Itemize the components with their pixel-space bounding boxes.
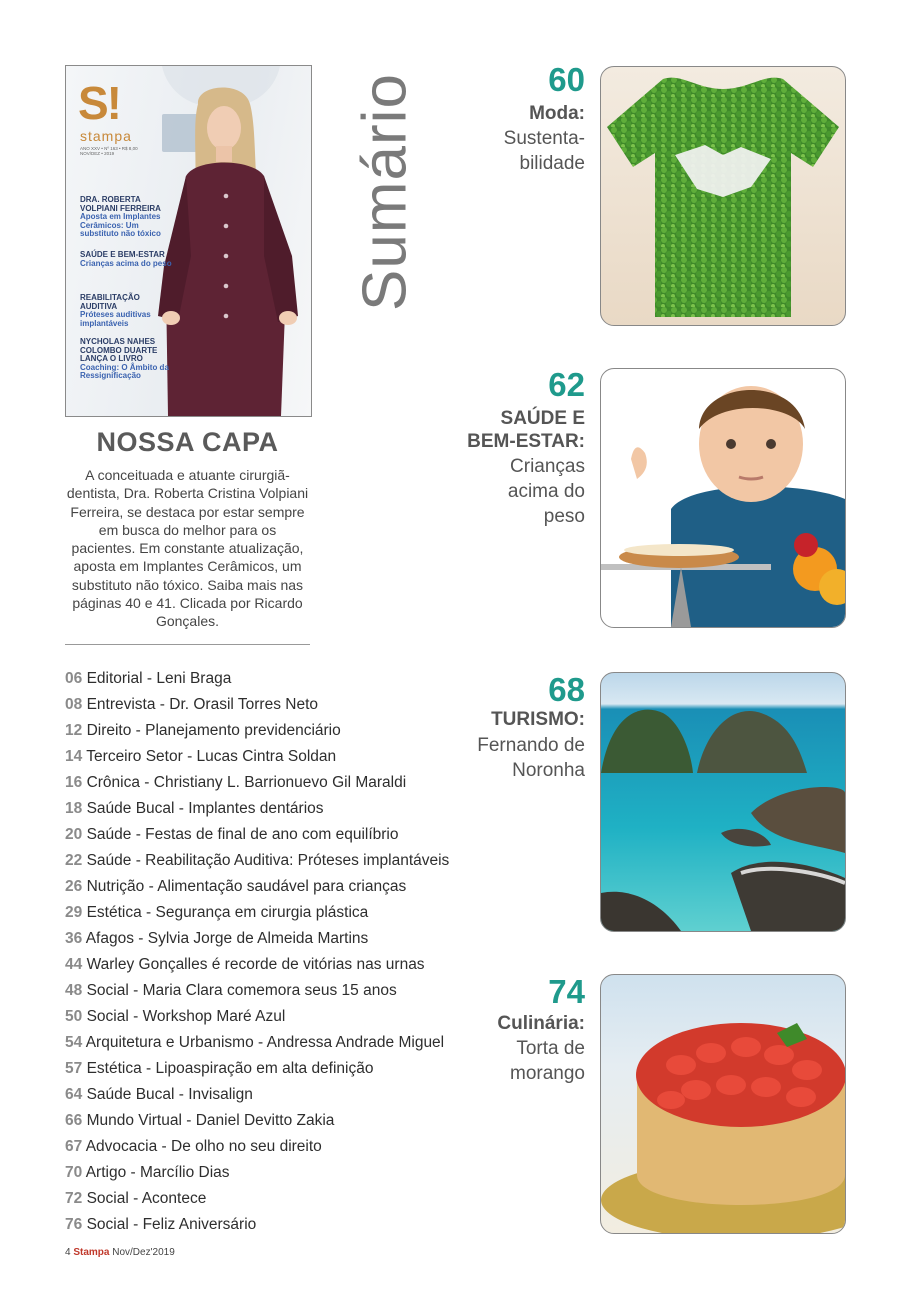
toc-title: Leni Braga [156, 670, 232, 687]
toc-title: Reabilitação Auditiva: Próteses implantáveis [145, 852, 450, 869]
page-footer [65, 1247, 175, 1258]
cover-image [65, 65, 312, 417]
toc-page-number: 66 [65, 1112, 83, 1129]
toc-page-number: 20 [65, 826, 83, 843]
feature-title[interactable]: TURISMO: [491, 709, 585, 730]
toc-title: Workshop Maré Azul [142, 1008, 286, 1025]
toc-section: Warley Gonçalles é recorde de vitórias nas urnas [86, 956, 425, 973]
toc-title: Christiany L. Barrionuevo Gil Maraldi [153, 774, 407, 791]
toc-title: Sylvia Jorge de Almeida Martins [147, 930, 369, 947]
feature-subtitle: Sustenta- bilidade [503, 128, 585, 174]
feature-page-number[interactable]: 62 [548, 366, 585, 403]
cover-headline: SAÚDE E BEM-ESTAR Crianças acima do peso [80, 250, 172, 268]
cover-headline: DRA. ROBERTA VOLPIANI FERREIRA Aposta em Implantes Cerâmicos: Um substituto não tóxico [80, 195, 161, 238]
toc-entry[interactable]: 06 Editorial - Leni Braga [65, 670, 232, 687]
toc-page-number: 14 [65, 748, 83, 765]
toc-title: Dr. Orasil Torres Neto [169, 696, 318, 713]
feature-title[interactable]: Moda: [529, 103, 585, 124]
toc-list [65, 668, 465, 1240]
toc-section: Nutrição [86, 878, 145, 895]
nossa-capa-text: A conceituada e atuante cirurgiã-dentista, Dra. Roberta Cristina Volpiani Ferreira, se destaca por estar sempre em busca do melhor para os pacientes. Em constante atualização, aposta em Implantes Cerâmicos, um substituto não tóxico. Saiba mais nas páginas 40 e 41. Clicada por Ricardo Gonçales. [66, 467, 309, 630]
toc-entry[interactable]: 26 Nutrição - Alimentação saudável para crianças [65, 878, 407, 895]
toc-page-number: 06 [65, 670, 83, 687]
toc-page-number: 50 [65, 1008, 83, 1025]
toc-page-number: 26 [65, 878, 83, 895]
toc-entry[interactable]: 20 Saúde - Festas de final de ano com equilíbrio [65, 826, 399, 843]
toc-section: Saúde [86, 852, 132, 869]
toc-title: Marcílio Dias [139, 1164, 230, 1181]
toc-page-number: 29 [65, 904, 83, 921]
toc-page-number: 08 [65, 696, 83, 713]
cover-logo-sub: stampa [80, 128, 132, 144]
toc-entry[interactable]: 08 Entrevista - Dr. Orasil Torres Neto [65, 696, 318, 713]
toc-page-number: 22 [65, 852, 83, 869]
toc-title: Maria Clara comemora seus 15 anos [142, 982, 397, 999]
toc-section: Saúde Bucal [86, 800, 175, 817]
toc-entry[interactable] [65, 954, 465, 980]
toc-title: De olho no seu direito [171, 1138, 322, 1155]
cover-logo: S! [78, 77, 120, 129]
nossa-capa-title: NOSSA CAPA [96, 427, 279, 457]
toc-title: Invisalign [188, 1086, 253, 1103]
toc-section: Direito [86, 722, 132, 739]
toc-title: Andressa Andrade Miguel [266, 1034, 445, 1051]
toc-entry[interactable]: 66 Mundo Virtual - Daniel Devitto Zakia [65, 1112, 335, 1129]
toc-section: Social [86, 1008, 129, 1025]
toc-entry[interactable]: 48 Social - Maria Clara comemora seus 15 anos [65, 982, 397, 999]
feature-subtitle: Torta de morango [510, 1038, 585, 1084]
toc-page-number: 70 [65, 1164, 83, 1181]
toc-page-number: 18 [65, 800, 83, 817]
toc-entry[interactable]: 57 Estética - Lipoaspiração em alta definição [65, 1060, 374, 1077]
toc-section: Saúde Bucal [86, 1086, 175, 1103]
toc-entry[interactable]: 14 Terceiro Setor - Lucas Cintra Soldan [65, 748, 337, 765]
cover-issue-line: ANO XXV • Nº 163 • R$ 8,00 NOV/DEZ • 2019 [80, 146, 138, 156]
feature-subtitle: Crianças acima do peso [507, 456, 585, 527]
divider [65, 644, 310, 645]
toc-page-number: 12 [65, 722, 83, 739]
strawberry-cake-illustration [601, 975, 845, 1233]
toc-title: Feliz Aniversário [142, 1216, 257, 1233]
feature-photo-moda[interactable] [600, 66, 846, 326]
toc-section: Terceiro Setor [86, 748, 183, 765]
toc-page-number: 57 [65, 1060, 83, 1077]
toc-section: Crônica [86, 774, 140, 791]
toc-entry[interactable]: 70 Artigo - Marcílio Dias [65, 1164, 230, 1181]
feature-photo-turismo[interactable] [600, 672, 846, 932]
toc-title: Alimentação saudável para crianças [157, 878, 407, 895]
toc-page-number: 48 [65, 982, 83, 999]
feature-subtitle: Fernando de Noronha [477, 735, 585, 781]
toc-section: Social [86, 982, 129, 999]
feature-page-number[interactable]: 74 [548, 973, 585, 1010]
toc-page-number: 54 [65, 1034, 83, 1051]
toc-page-number: 44 [65, 956, 83, 973]
noronha-illustration [601, 673, 845, 931]
toc-page-number: 76 [65, 1216, 83, 1233]
toc-title: Lipoaspiração em alta definição [155, 1060, 374, 1077]
toc-entry[interactable]: 22 Saúde - Reabilitação Auditiva: Próteses implantáveis [65, 852, 450, 869]
footer-brand: Stampa [73, 1247, 110, 1258]
toc-section: Social [86, 1190, 129, 1207]
page-number: 4 [65, 1247, 71, 1258]
toc-entry[interactable]: 50 Social - Workshop Maré Azul [65, 1008, 286, 1025]
toc-section: Artigo [85, 1164, 127, 1181]
toc-entry[interactable]: 18 Saúde Bucal - Implantes dentários [65, 800, 324, 817]
feature-title[interactable]: SAÚDE E BEM-ESTAR: [467, 408, 585, 452]
toc-page-number: 67 [65, 1138, 83, 1155]
toc-title: Festas de final de ano com equilíbrio [145, 826, 399, 843]
feature-photo-culinaria[interactable] [600, 974, 846, 1234]
toc-title: Planejamento previdenciário [145, 722, 341, 739]
toc-section: Mundo Virtual [86, 1112, 182, 1129]
feature-title[interactable]: Culinária: [497, 1013, 585, 1034]
toc-section: Estética [86, 1060, 142, 1077]
toc-entry[interactable]: 16 Crônica - Christiany L. Barrionuevo Gil Maraldi [65, 774, 407, 791]
cover-headline: REABILITAÇÃO AUDITIVA Próteses auditivas implantáveis [80, 293, 151, 328]
feature-photo-saude[interactable] [600, 368, 846, 628]
child-food-illustration [601, 369, 845, 627]
toc-section: Editorial [86, 670, 143, 687]
toc-page-number: 72 [65, 1190, 83, 1207]
toc-entry[interactable]: 29 Estética - Segurança em cirurgia plástica [65, 904, 369, 921]
toc-section: Afagos [85, 930, 134, 947]
toc-title: Lucas Cintra Soldan [196, 748, 337, 765]
toc-entry[interactable]: 64 Saúde Bucal - Invisalign [65, 1086, 253, 1103]
toc-title: Implantes dentários [188, 800, 324, 817]
toc-entry[interactable]: 54 Arquitetura e Urbanismo - Andressa Andrade Miguel [65, 1034, 445, 1051]
feature-page-number[interactable]: 60 [548, 61, 585, 98]
toc-section: Estética [86, 904, 142, 921]
toc-title: Acontece [141, 1190, 207, 1207]
cover-headline: NYCHOLAS NAHES COLOMBO DUARTE LANÇA O LIVRO Coaching: O Âmbito da Ressignificação [80, 337, 169, 380]
toc-entry[interactable]: 72 Social - Acontece [65, 1190, 207, 1207]
toc-page-number: 16 [65, 774, 83, 791]
toc-entry[interactable]: 76 Social - Feliz Aniversário [65, 1216, 257, 1233]
toc-section: Advocacia [85, 1138, 158, 1155]
footer-issue: Nov/Dez'2019 [112, 1247, 175, 1258]
toc-section: Entrevista [86, 696, 156, 713]
toc-entry[interactable]: 36 Afagos - Sylvia Jorge de Almeida Martins [65, 930, 369, 947]
toc-section: Saúde [86, 826, 132, 843]
toc-title: Segurança em cirurgia plástica [155, 904, 369, 921]
toc-title: Daniel Devitto Zakia [195, 1112, 335, 1129]
toc-page-number: 36 [65, 930, 83, 947]
page-heading: Sumário [350, 73, 420, 311]
toc-section: Social [86, 1216, 129, 1233]
toc-section: Arquitetura e Urbanismo [85, 1034, 254, 1051]
feature-page-number[interactable]: 68 [548, 671, 585, 708]
toc-page-number: 64 [65, 1086, 83, 1103]
toc-entry[interactable]: 67 Advocacia - De olho no seu direito [65, 1138, 322, 1155]
tshirt-grass-illustration [601, 67, 845, 325]
toc-entry[interactable]: 12 Direito - Planejamento previdenciário [65, 722, 341, 739]
